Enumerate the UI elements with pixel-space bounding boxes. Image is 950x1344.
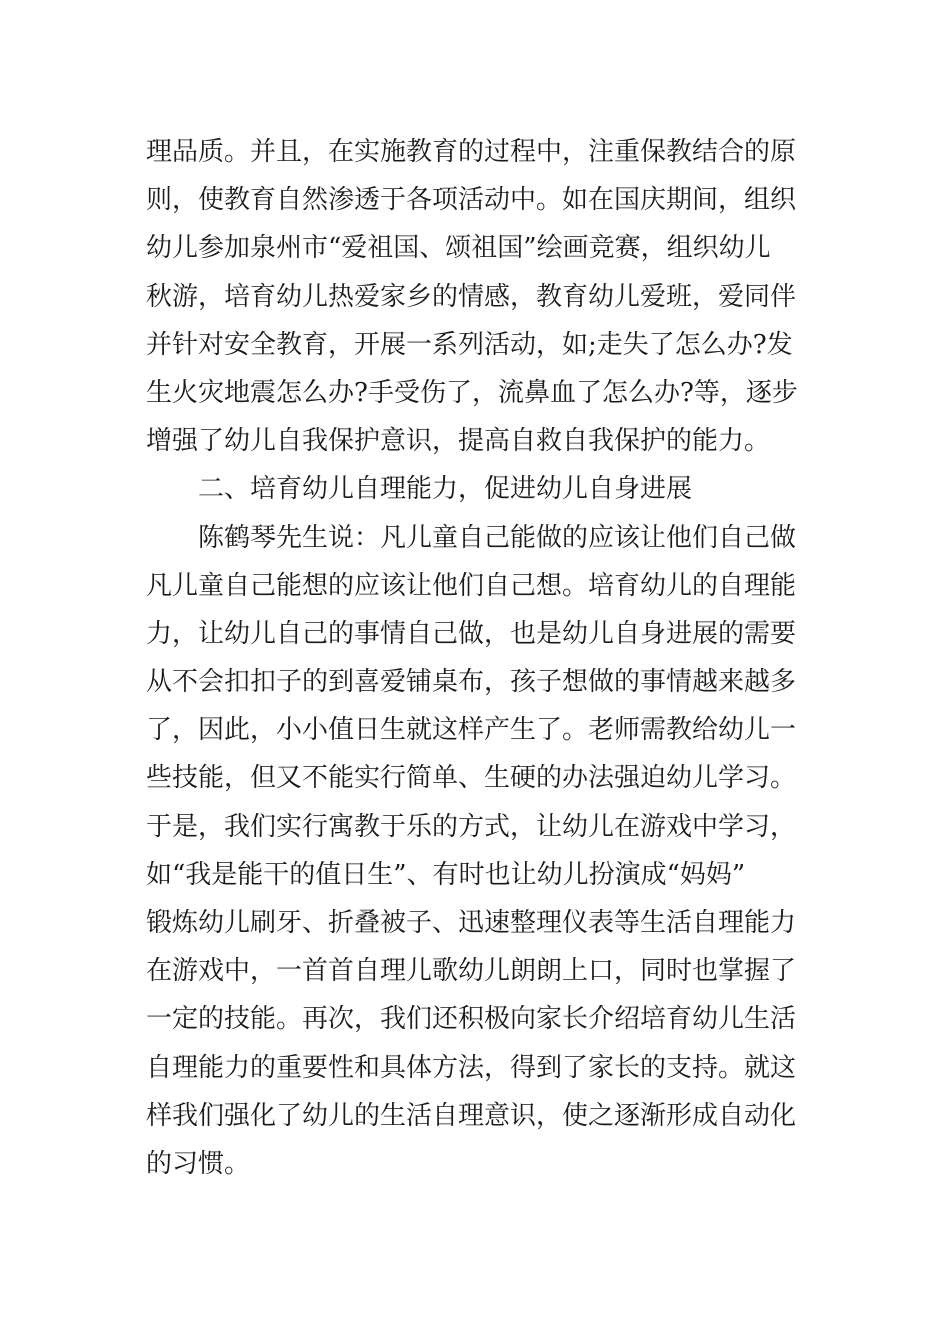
text-line: 凡儿童自己能想的应该让他们自己想。培育幼儿的自理能 [146, 570, 797, 601]
text-line: 了，因此，小小值日生就这样产生了。老师需教给幼儿一 [146, 715, 797, 746]
text-line: 理品质。并且，在实施教育的过程中，注重保教结合的原 [146, 137, 797, 167]
text-line: 力，让幼儿自己的事情自己做，也是幼儿自身进展的需要 [146, 618, 797, 649]
text-line: 增强了幼儿自我保护意识，提高自救自我保护的能力。 [146, 426, 771, 457]
document-body [146, 128, 806, 1188]
text-line: 幼儿参加泉州市“爱祖国、颂祖国”绘画竞赛，组织幼儿 [146, 233, 771, 264]
text-line: 于是，我们实行寓教于乐的方式，让幼儿在游戏中学习， [146, 811, 797, 842]
text-line: 则，使教育自然渗透于各项活动中。如在国庆期间，组织 [146, 185, 797, 216]
text-line: 如“我是能干的值日生”、有时也让幼儿扮演成“妈妈” [146, 859, 746, 890]
text-line: 秋游，培育幼儿热爱家乡的情感，教育幼儿爱班，爱同伴 [146, 281, 797, 312]
text-line: 的习惯。 [146, 1148, 251, 1179]
text-line: 一定的技能。再次，我们还积极向家长介绍培育幼儿生活 [146, 1004, 797, 1035]
text-line: 在游戏中，一首首自理儿歌幼儿朗朗上口，同时也掌握了 [146, 956, 797, 987]
text-line: 二、培育幼儿自理能力，促进幼儿自身进展 [198, 474, 693, 505]
text-line: 自理能力的重要性和具体方法，得到了家长的支持。就这 [146, 1052, 797, 1083]
text-line: 生火灾地震怎么办?手受伤了，流鼻血了怎么办?等，逐步 [146, 377, 798, 408]
text-line: 陈鹤琴先生说：凡儿童自己能做的应该让他们自己做 [198, 522, 797, 553]
text-line: 些技能，但又不能实行简单、生硬的办法强迫幼儿学习。 [146, 763, 797, 794]
text-line: 样我们强化了幼儿的生活自理意识，使之逐渐形成自动化 [146, 1100, 797, 1131]
text-line: 从不会扣扣子的到喜爱铺桌布，孩子想做的事情越来越多 [146, 667, 797, 698]
text-line: 锻炼幼儿刷牙、折叠被子、迅速整理仪表等生活自理能力 [146, 908, 797, 938]
text-line: 并针对安全教育，开展一系列活动，如;走失了怎么办?发 [146, 329, 793, 360]
